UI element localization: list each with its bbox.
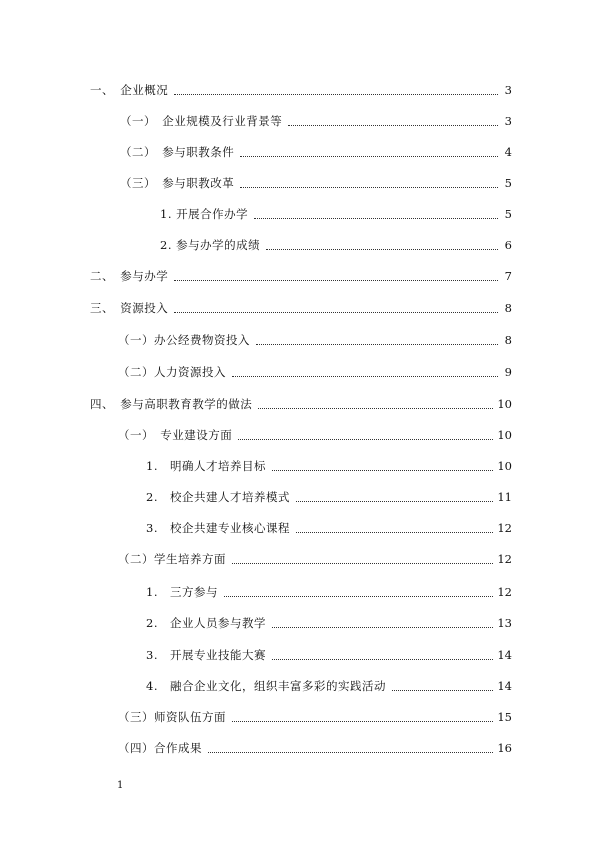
toc-entry-4-4[interactable]	[118, 738, 512, 758]
toc-entry-page: 14	[497, 648, 512, 662]
toc-entry-page: 8	[504, 301, 512, 315]
toc-entry-1-1[interactable]	[120, 111, 512, 131]
toc-entry-label: （一） 企业规模及行业背景等	[120, 114, 283, 128]
toc-entry-page: 3	[504, 83, 512, 97]
toc-entry-2[interactable]	[90, 266, 512, 286]
toc-entry-page: 16	[497, 741, 512, 755]
toc-dot-leader	[256, 344, 498, 345]
toc-entry-4-1-2[interactable]	[146, 487, 512, 507]
toc-dot-leader	[232, 721, 493, 722]
toc-dot-leader	[272, 659, 493, 660]
toc-entry-label: 二、 参与办学	[90, 269, 169, 283]
toc-entry-label: （一） 专业建设方面	[118, 428, 233, 442]
toc-dot-leader	[272, 627, 493, 628]
toc-entry-label: 2. 参与办学的成绩	[160, 238, 261, 252]
toc-entry-page: 10	[497, 428, 512, 442]
toc-dot-leader	[174, 94, 498, 95]
toc-entry-1-3[interactable]	[120, 173, 512, 193]
toc-entry-label: （一）办公经费物资投入	[118, 333, 250, 347]
toc-entry-3[interactable]	[90, 298, 512, 318]
toc-dot-leader	[258, 408, 493, 409]
toc-dot-leader	[232, 376, 498, 377]
toc-dot-leader	[174, 312, 498, 313]
toc-entry-label: （三）师资队伍方面	[118, 710, 226, 724]
toc-entry-1-3-1[interactable]	[160, 204, 512, 224]
toc-entry-4-1[interactable]	[118, 425, 512, 445]
toc-dot-leader	[288, 125, 498, 126]
toc-entry-4-1-3[interactable]	[146, 518, 512, 538]
toc-dot-leader	[224, 596, 493, 597]
toc-entry-label: （二）人力资源投入	[118, 365, 226, 379]
toc-entry-4-2[interactable]	[118, 549, 512, 569]
toc-entry-page: 4	[504, 145, 512, 159]
toc-entry-page: 6	[504, 238, 512, 252]
toc-entry-page: 10	[497, 459, 512, 473]
toc-dot-leader	[254, 218, 498, 219]
toc-entry-page: 12	[497, 552, 512, 566]
toc-dot-leader	[266, 249, 498, 250]
toc-entry-page: 5	[504, 176, 512, 190]
toc-entry-4-2-4[interactable]	[146, 676, 512, 696]
toc-entry-label: 2. 校企共建人才培养模式	[146, 490, 290, 504]
toc-entry-label: 四、 参与高职教育教学的做法	[90, 397, 253, 411]
toc-dot-leader	[232, 563, 493, 564]
toc-entry-page: 13	[497, 616, 512, 630]
toc-entry-4[interactable]	[90, 394, 512, 414]
toc-entry-page: 8	[504, 333, 512, 347]
toc-entry-3-2[interactable]	[118, 362, 512, 382]
toc-entry-4-3[interactable]	[118, 707, 512, 727]
toc-dot-leader	[174, 280, 498, 281]
toc-entry-page: 11	[497, 490, 512, 504]
toc-entry-page: 12	[497, 521, 512, 535]
page-number: 1	[117, 780, 124, 791]
toc-dot-leader	[240, 187, 498, 188]
toc-entry-label: 1. 明确人才培养目标	[146, 459, 266, 473]
toc-entry-4-2-3[interactable]	[146, 645, 512, 665]
toc-entry-label: 3. 开展专业技能大赛	[146, 648, 266, 662]
toc-entry-label: 1. 开展合作办学	[160, 207, 249, 221]
toc-entry-3-1[interactable]	[118, 330, 512, 350]
toc-entry-4-1-1[interactable]	[146, 456, 512, 476]
toc-entry-1-3-2[interactable]	[160, 235, 512, 255]
toc-entry-page: 5	[504, 207, 512, 221]
toc-dot-leader	[272, 470, 493, 471]
toc-entry-label: 2. 企业人员参与教学	[146, 616, 266, 630]
toc-entry-label: （二） 参与职教条件	[120, 145, 235, 159]
toc-entry-1[interactable]	[90, 80, 512, 100]
toc-entry-4-2-1[interactable]	[146, 582, 512, 602]
toc-entry-label: 3. 校企共建专业核心课程	[146, 521, 290, 535]
toc-entry-page: 9	[504, 365, 512, 379]
toc-entry-label: （三） 参与职教改革	[120, 176, 235, 190]
toc-entry-label: （四）合作成果	[118, 741, 202, 755]
toc-dot-leader	[208, 752, 493, 753]
toc-entry-1-2[interactable]	[120, 142, 512, 162]
toc-dot-leader	[296, 532, 493, 533]
toc-dot-leader	[392, 690, 493, 691]
toc-entry-label: 1. 三方参与	[146, 585, 218, 599]
toc-entry-label: （二）学生培养方面	[118, 552, 226, 566]
toc-dot-leader	[238, 439, 493, 440]
toc-entry-page: 14	[497, 679, 512, 693]
toc-dot-leader	[240, 156, 498, 157]
toc-entry-page: 7	[504, 269, 512, 283]
toc-entry-page: 3	[504, 114, 512, 128]
toc-entry-page: 12	[497, 585, 512, 599]
toc-entry-page: 15	[497, 710, 512, 724]
toc-entry-label: 三、 资源投入	[90, 301, 169, 315]
toc-entry-label: 一、 企业概况	[90, 83, 169, 97]
toc-entry-4-2-2[interactable]	[146, 613, 512, 633]
toc-dot-leader	[296, 501, 493, 502]
toc-entry-label: 4. 融合企业文化，组织丰富多彩的实践活动	[146, 679, 386, 693]
toc-entry-page: 10	[497, 397, 512, 411]
